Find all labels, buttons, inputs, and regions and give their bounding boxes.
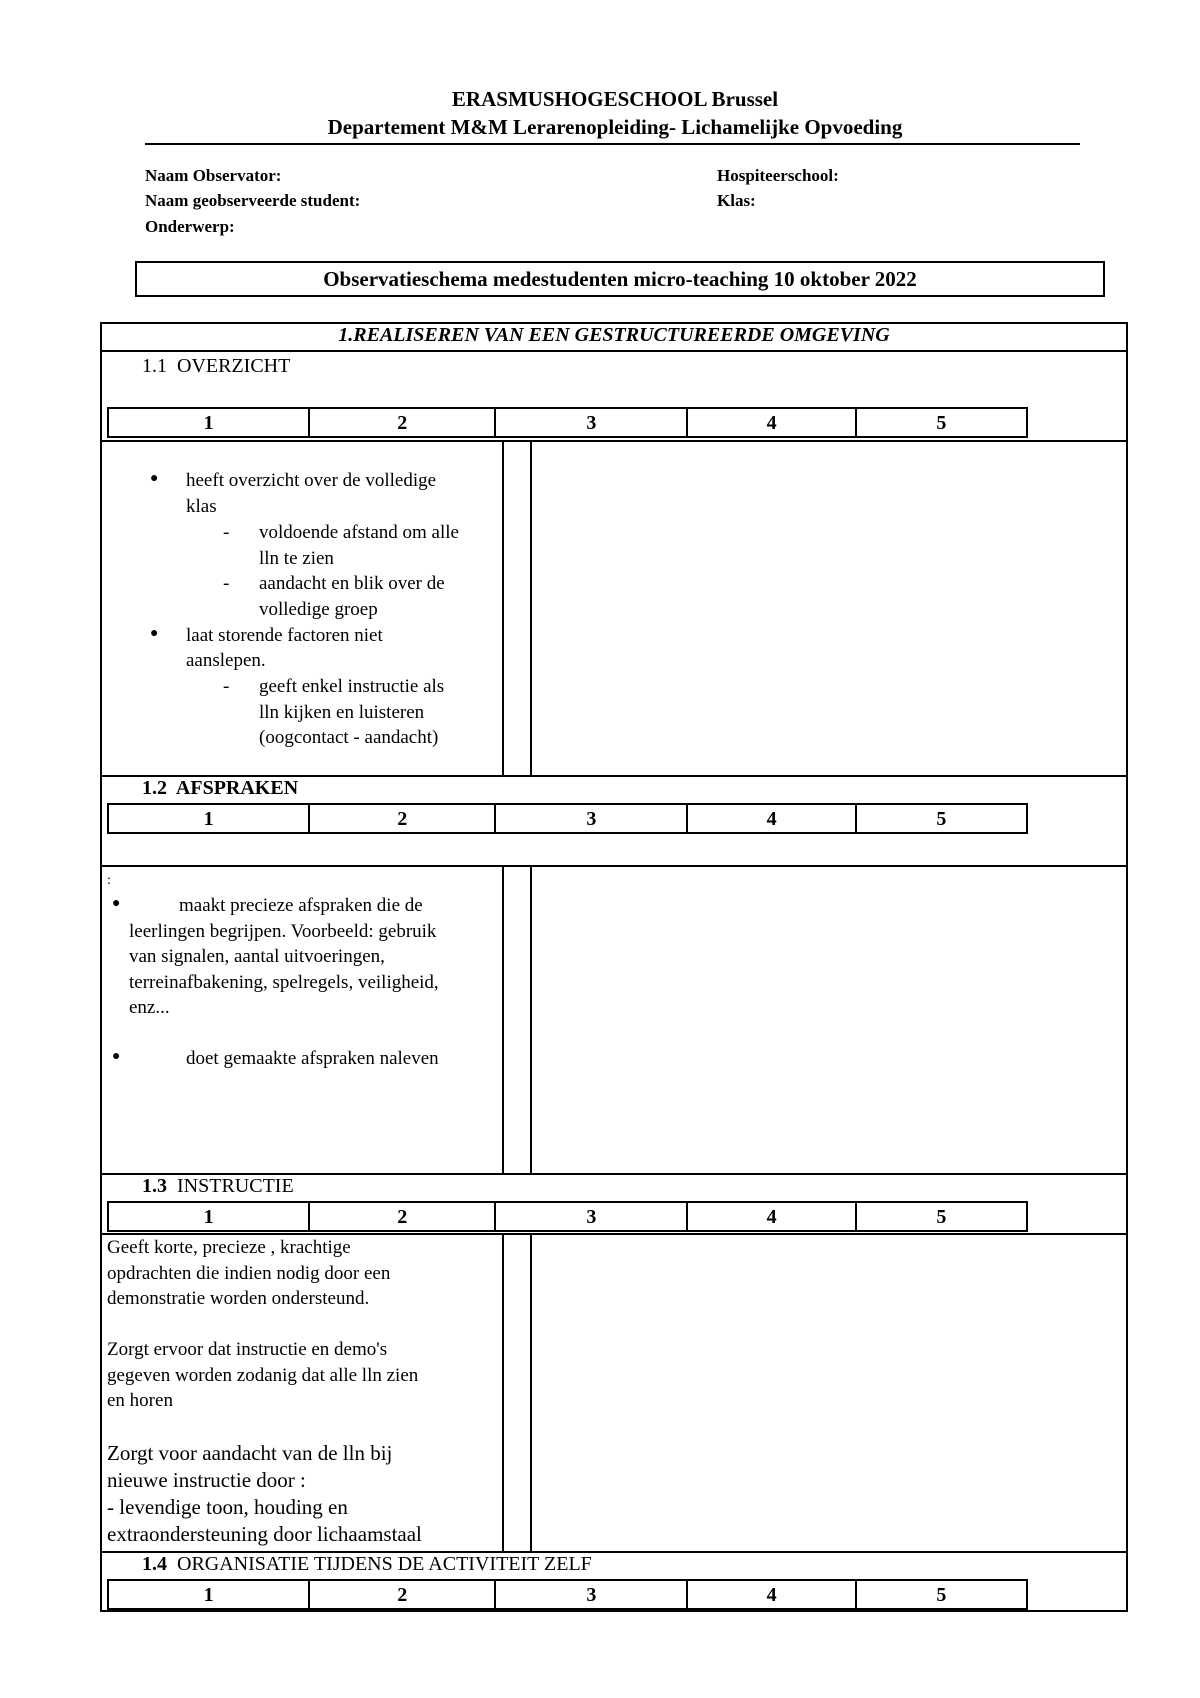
criterion-text: doet gemaakte afspraken naleven [186,1048,439,1069]
criterion-text: terreinafbakening, spelregels, veiligheid, [129,972,439,993]
score-option[interactable]: 1 [203,808,214,830]
row-divider [100,865,1128,867]
criterion-text: maakt precieze afspraken die de [179,895,423,916]
criterion-text: Geeft korte, precieze , krachtige [107,1237,351,1258]
subsection-1-1-title: 1.1 OVERZICHT [142,355,291,377]
score-option[interactable]: 1 [203,1584,214,1606]
subsection-1-4-title: 1.4 ORGANISATIE TIJDENS DE ACTIVITEIT ZELF [142,1553,592,1575]
score-option[interactable]: 1 [203,412,214,434]
criterion-text: Zorgt voor aandacht van de lln bij [107,1441,393,1465]
score-option[interactable]: 1 [203,1206,214,1228]
bullet-icon: ● [150,471,159,486]
criterion-text: lln kijken en luisteren [259,702,425,723]
rating-scale-1-1 [107,407,1028,438]
subsection-1-3-title: 1.3 INSTRUCTIE [142,1175,294,1197]
criterion-text: gegeven worden zodanig dat alle lln zien [107,1365,419,1386]
criterion-text: enz... [129,997,170,1018]
department-name: Departement M&M Lerarenopleiding- Lichamelijke Opvoeding [327,115,903,139]
column-divider [530,865,532,1173]
section-divider [100,350,1128,352]
observer-label: Naam Observator: [145,166,282,185]
score-option[interactable]: 3 [494,409,686,436]
section-title: 1.REALISEREN VAN EEN GESTRUCTUREERDE OMGEVING [338,324,890,346]
score-option[interactable]: 2 [308,1581,494,1608]
criterion-text: aandacht en blik over de [259,573,445,594]
rating-scale-1-3 [107,1201,1028,1232]
score-option[interactable]: 5 [855,805,1026,832]
dash-icon: - [223,676,230,697]
score-option[interactable]: 4 [686,1581,854,1608]
score-option[interactable]: 3 [494,1581,686,1608]
criterion-text: opdrachten die indien nodig door een [107,1263,391,1284]
column-divider [502,440,504,775]
criterion-text: aanslepen. [186,650,266,671]
criterion-text: voldoende afstand om alle [259,522,459,543]
criterion-text: extraondersteuning door lichaamstaal [107,1522,422,1546]
column-divider [530,1233,532,1551]
dash-icon: - [223,522,230,543]
score-option[interactable]: 2 [308,805,494,832]
subject-label: Onderwerp: [145,217,235,236]
class-label: Klas: [717,191,756,210]
bullet-icon: ● [112,896,121,911]
criterion-text: volledige groep [259,599,378,620]
schema-title: Observatieschema medestudenten micro-teaching 10 oktober 2022 [135,261,1105,297]
criterion-text: - levendige toon, houding en [107,1495,348,1519]
score-option[interactable]: 4 [686,409,854,436]
criterion-text: en horen [107,1390,173,1411]
rating-scale-1-4 [107,1579,1028,1610]
bullet-icon: ● [150,626,159,641]
score-option[interactable]: 5 [855,409,1026,436]
criterion-text: (oogcontact - aandacht) [259,727,439,748]
score-option[interactable]: 5 [855,1581,1026,1608]
criterion-text: nieuwe instructie door : [107,1468,306,1492]
criterion-text: van signalen, aantal uitvoeringen, [129,946,385,967]
row-divider [100,440,1128,442]
criterion-text: lln te zien [259,548,334,569]
column-divider [530,440,532,775]
header-divider [145,143,1080,145]
score-option[interactable]: 4 [686,1203,854,1230]
score-option[interactable]: 2 [308,409,494,436]
school-name: ERASMUSHOGESCHOOL Brussel [451,87,779,111]
score-option[interactable]: 4 [686,805,854,832]
score-option[interactable]: 3 [494,1203,686,1230]
criterion-text: heeft overzicht over de volledige [186,470,437,491]
criterion-text: geeft enkel instructie als [259,676,445,697]
column-divider [502,865,504,1173]
criterion-text: klas [186,496,217,517]
host-school-label: Hospiteerschool: [717,166,839,185]
dash-icon: - [223,573,230,594]
column-divider [502,1233,504,1551]
rating-scale-1-2 [107,803,1028,834]
criterion-text: laat storende factoren niet [186,625,383,646]
score-option[interactable]: 2 [308,1203,494,1230]
colon-mark: : [107,873,111,888]
criterion-text: demonstratie worden ondersteund. [107,1288,370,1309]
criterion-text: Zorgt ervoor dat instructie en demo's [107,1339,388,1360]
student-label: Naam geobserveerde student: [145,191,361,210]
criterion-text: leerlingen begrijpen. Voorbeeld: gebruik [129,921,437,942]
score-option[interactable]: 5 [855,1203,1026,1230]
subsection-1-2-title: 1.2 AFSPRAKEN [142,777,299,799]
bullet-icon: ● [112,1049,121,1064]
score-option[interactable]: 3 [494,805,686,832]
